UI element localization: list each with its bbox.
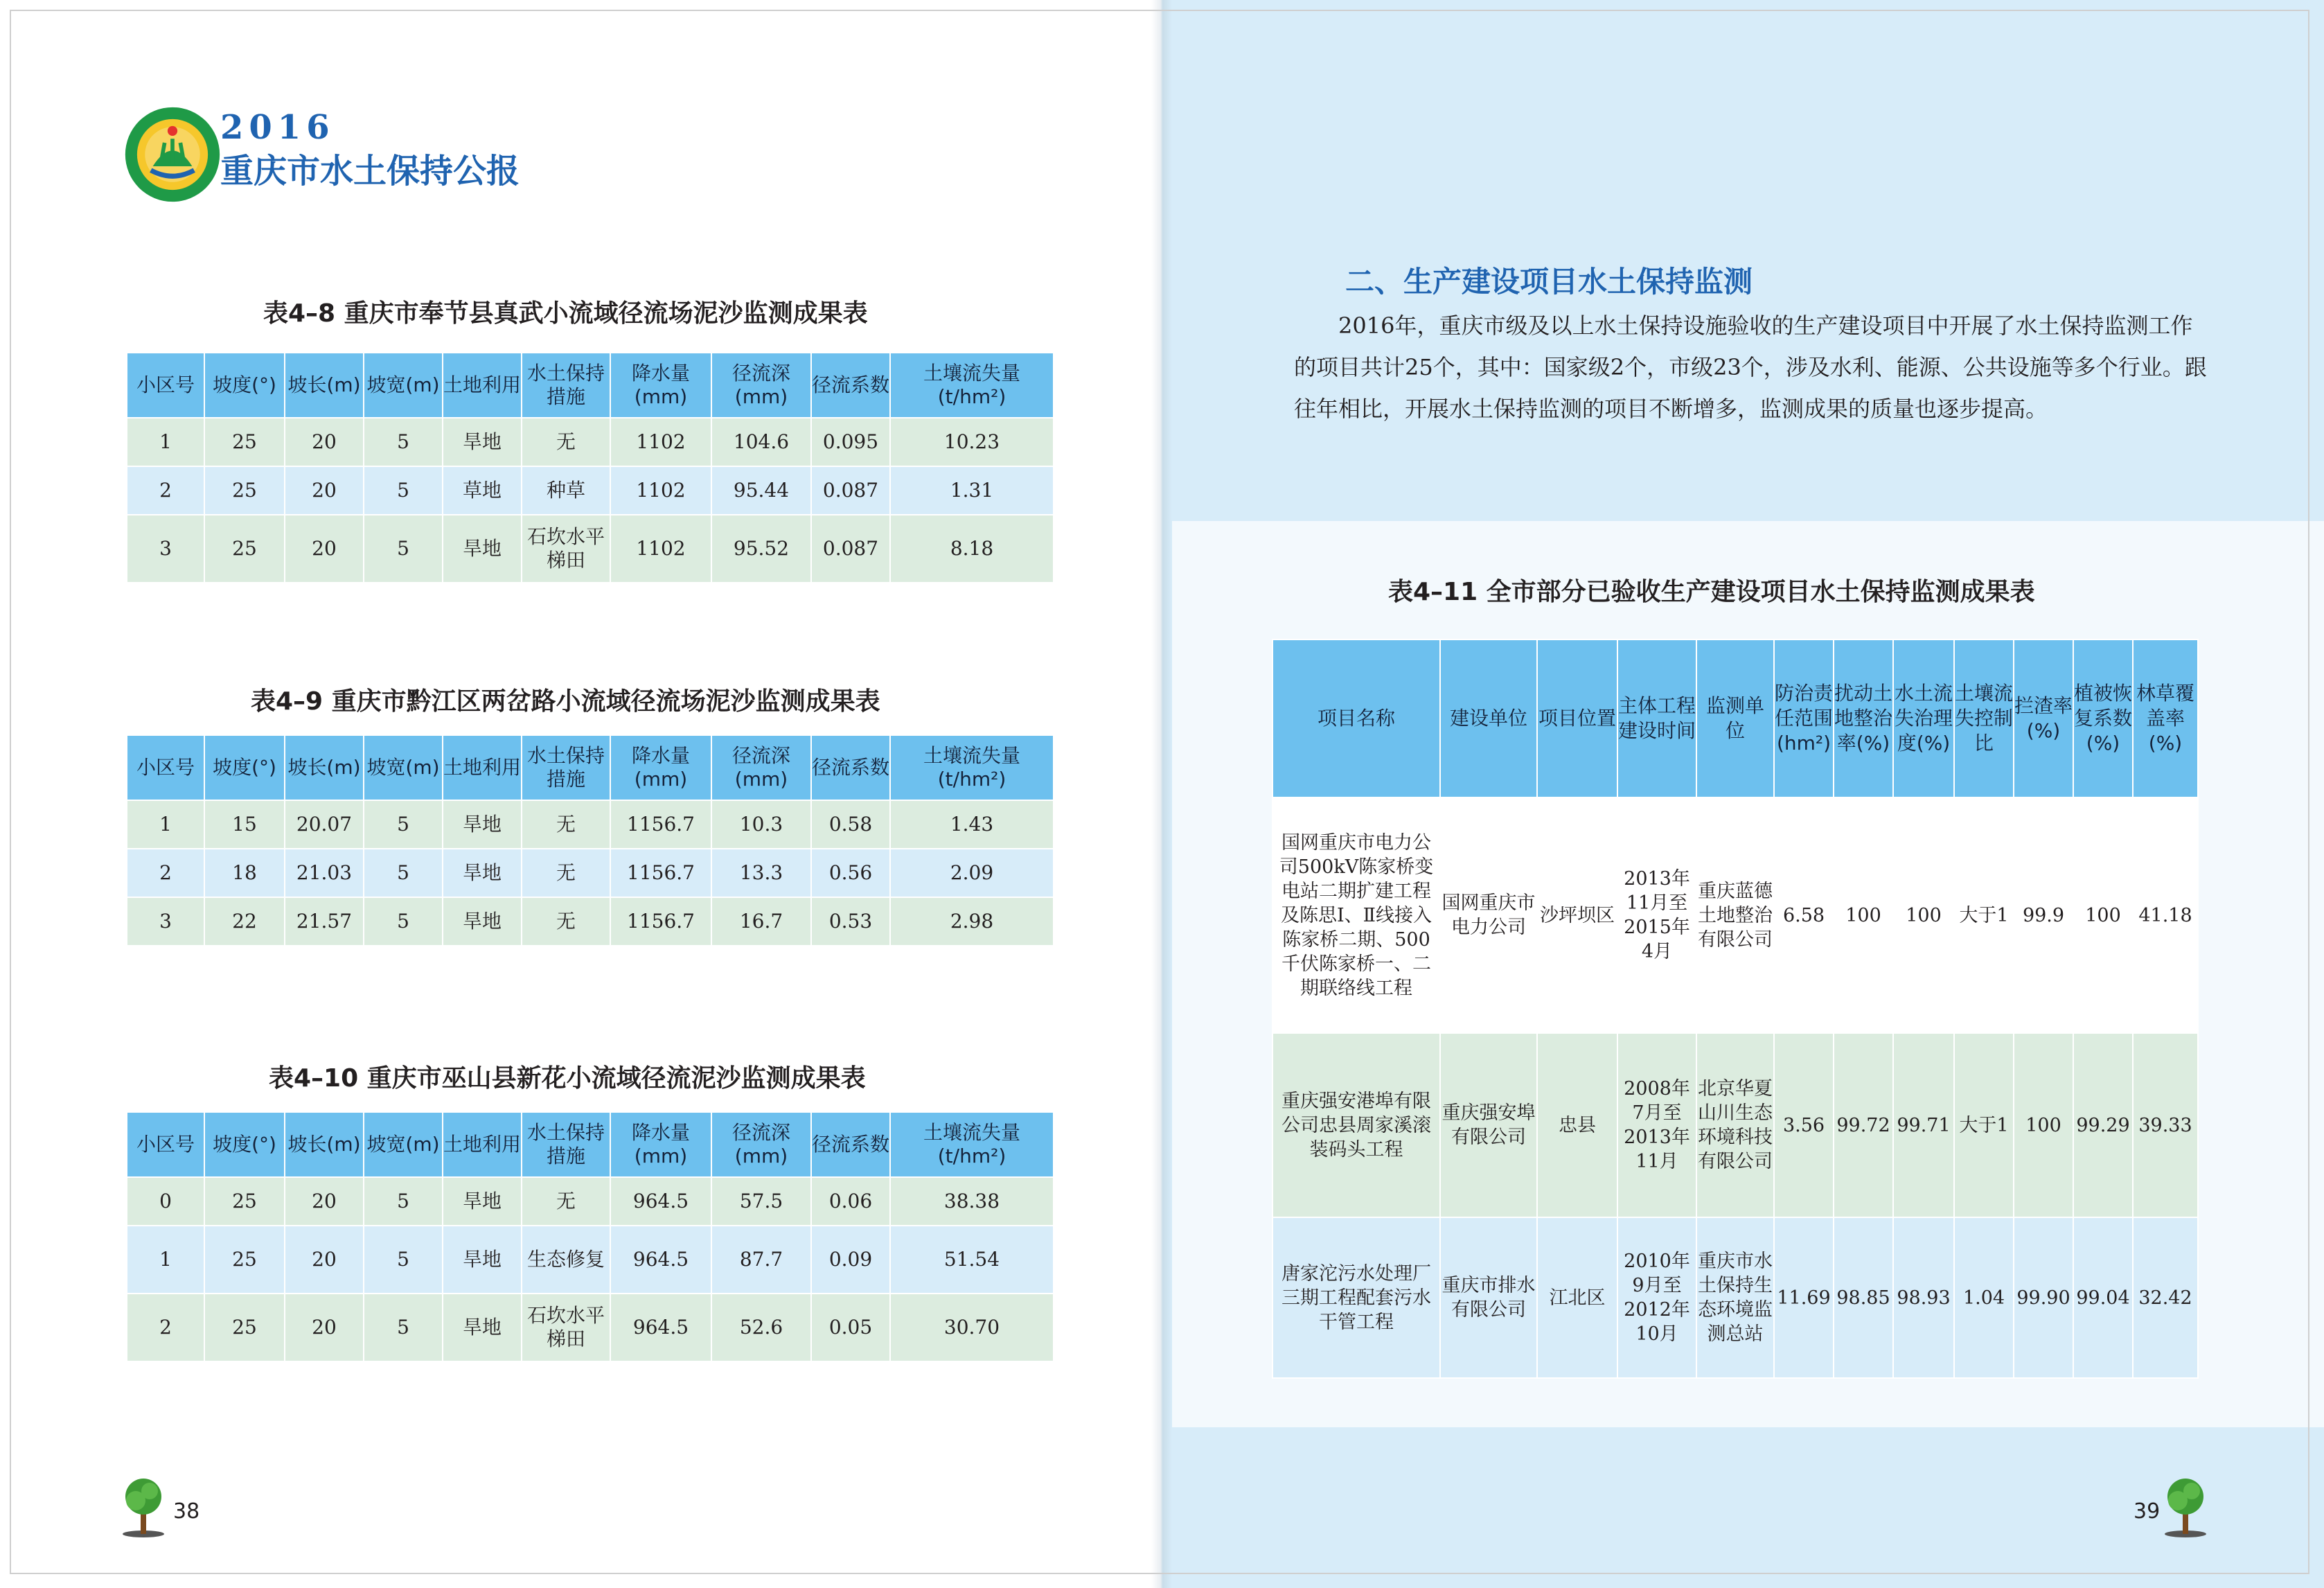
page-gutter <box>1151 0 1172 1588</box>
table-cell: 唐家沱污水处理厂三期工程配套污水干管工程 <box>1272 1217 1440 1378</box>
table-cell: 大于1 <box>1954 797 2014 1033</box>
table-cell: 沙坪坝区 <box>1537 797 1617 1033</box>
table-header-cell: 土壤流失控制比 <box>1954 639 2014 797</box>
table-cell: 20 <box>285 1294 364 1361</box>
section-paragraph: 2016年，重庆市级及以上水土保持设施验收的生产建设项目中开展了水土保持监测工作的项目共计25个，其中：国家级2个，市级23个，涉及水利、能源、公共设施等多个行业。跟往年相比，开展水土保持监测的项目不断增多，监测成果的质量也逐步提高。 <box>1294 312 2207 422</box>
table-cell: 1.43 <box>890 800 1054 849</box>
table-cell: 无 <box>522 849 610 897</box>
section-title: 二、生产建设项目水土保持监测 <box>1345 265 1753 299</box>
table-cell: 2.98 <box>890 897 1054 946</box>
table-cell: 3 <box>127 515 204 583</box>
page-number-right: 39 <box>2134 1499 2161 1524</box>
table-cell: 0.56 <box>811 849 890 897</box>
table-header-cell: 水土流失治理度(%) <box>1893 639 1954 797</box>
table-cell: 江北区 <box>1537 1217 1617 1378</box>
table-cell: 5 <box>364 1294 443 1361</box>
table-cell: 旱地 <box>443 515 522 583</box>
table-cell: 100 <box>2073 797 2133 1033</box>
bulletin-logo-icon <box>123 105 222 204</box>
table-row <box>127 1226 1054 1294</box>
table-cell: 98.93 <box>1893 1217 1954 1378</box>
table-header-cell: 小区号 <box>127 353 204 418</box>
table-cell: 21.03 <box>285 849 364 897</box>
table-cell: 100 <box>1893 797 1954 1033</box>
table-cell: 旱地 <box>443 1177 522 1226</box>
table-header-cell: 降水量(mm) <box>610 1112 711 1177</box>
table-cell: 25 <box>204 466 285 515</box>
table-header-cell: 防治责任范围(hm²) <box>1774 639 1834 797</box>
table-header-cell: 径流深(mm) <box>711 1112 811 1177</box>
table-cell: 964.5 <box>610 1226 711 1294</box>
table-header-cell: 水土保持措施 <box>522 353 610 418</box>
table-header-cell: 土地利用 <box>443 735 522 800</box>
table-cell: 1 <box>127 418 204 466</box>
table-cell: 1 <box>127 1226 204 1294</box>
table-cell: 5 <box>364 466 443 515</box>
tree-icon <box>2161 1476 2210 1538</box>
table-row <box>1272 797 2198 1033</box>
table-row <box>1272 1033 2198 1217</box>
table-cell: 旱地 <box>443 418 522 466</box>
table-cell: 0.53 <box>811 897 890 946</box>
table-row <box>127 849 1054 897</box>
table-cell: 99.72 <box>1834 1033 1893 1217</box>
table-header-cell: 土壤流失量(t/hm²) <box>890 735 1054 800</box>
table-cell: 2 <box>127 466 204 515</box>
table-cell: 0.095 <box>811 418 890 466</box>
table-cell: 13.3 <box>711 849 811 897</box>
table-row <box>127 418 1054 466</box>
table-cell: 99.9 <box>2014 797 2073 1033</box>
table-row <box>127 897 1054 946</box>
table-4-11-caption: 表4–11 全市部分已验收生产建设项目水土保持监测成果表 <box>1388 578 2035 606</box>
table-cell: 0.58 <box>811 800 890 849</box>
table-cell: 98.85 <box>1834 1217 1893 1378</box>
table-header-cell: 径流系数 <box>811 1112 890 1177</box>
table-header-cell: 坡长(m) <box>285 353 364 418</box>
table-cell: 1102 <box>610 466 711 515</box>
table-cell: 2.09 <box>890 849 1054 897</box>
table-cell: 1156.7 <box>610 849 711 897</box>
table-cell: 忠县 <box>1537 1033 1617 1217</box>
table-cell: 草地 <box>443 466 522 515</box>
table-row <box>127 1177 1054 1226</box>
table-cell: 39.33 <box>2133 1033 2198 1217</box>
table-cell: 大于1 <box>1954 1033 2014 1217</box>
table-cell: 2 <box>127 1294 204 1361</box>
table-cell: 重庆强安港埠有限公司忠县周家溪滚装码头工程 <box>1272 1033 1440 1217</box>
table-cell: 1102 <box>610 515 711 583</box>
table-header-cell: 水土保持措施 <box>522 735 610 800</box>
table-cell: 3 <box>127 897 204 946</box>
table-row <box>1272 1217 2198 1378</box>
table-cell: 旱地 <box>443 897 522 946</box>
table-cell: 北京华夏山川生态环境科技有限公司 <box>1696 1033 1774 1217</box>
table-cell: 1102 <box>610 418 711 466</box>
table-cell: 20 <box>285 466 364 515</box>
table-cell: 51.54 <box>890 1226 1054 1294</box>
table-header-cell: 坡度(°) <box>204 1112 285 1177</box>
table-cell: 无 <box>522 418 610 466</box>
table-header-cell: 坡度(°) <box>204 735 285 800</box>
table-header-cell: 径流系数 <box>811 735 890 800</box>
table-cell: 0.05 <box>811 1294 890 1361</box>
table-cell: 5 <box>364 1177 443 1226</box>
table-cell: 20 <box>285 418 364 466</box>
table-header-cell: 坡宽(m) <box>364 353 443 418</box>
table-cell: 25 <box>204 515 285 583</box>
table-header-cell: 土壤流失量(t/hm²) <box>890 353 1054 418</box>
table-4-10 <box>126 1111 1054 1362</box>
table-cell: 964.5 <box>610 1177 711 1226</box>
table-cell: 1156.7 <box>610 800 711 849</box>
table-header-cell: 项目名称 <box>1272 639 1440 797</box>
table-header-cell: 扰动土地整治率(%) <box>1834 639 1893 797</box>
table-cell: 0 <box>127 1177 204 1226</box>
table-cell: 重庆市排水有限公司 <box>1440 1217 1537 1378</box>
table-cell: 38.38 <box>890 1177 1054 1226</box>
table-cell: 11.69 <box>1774 1217 1834 1378</box>
table-header-cell: 监测单位 <box>1696 639 1774 797</box>
table-cell: 5 <box>364 849 443 897</box>
page-number-left: 38 <box>173 1499 200 1524</box>
table-cell: 964.5 <box>610 1294 711 1361</box>
table-header-cell: 坡长(m) <box>285 1112 364 1177</box>
table-cell: 99.29 <box>2073 1033 2133 1217</box>
table-header-cell: 水土保持措施 <box>522 1112 610 1177</box>
table-cell: 1.04 <box>1954 1217 2014 1378</box>
table-cell: 57.5 <box>711 1177 811 1226</box>
table-cell: 国网重庆市电力公司 <box>1440 797 1537 1033</box>
table-header-cell: 主体工程建设时间 <box>1617 639 1696 797</box>
table-header-cell: 坡度(°) <box>204 353 285 418</box>
table-cell: 25 <box>204 1294 285 1361</box>
table-cell: 石坎水平梯田 <box>522 1294 610 1361</box>
table-cell: 0.087 <box>811 515 890 583</box>
table-cell: 旱地 <box>443 1226 522 1294</box>
table-cell: 30.70 <box>890 1294 1054 1361</box>
table-header-cell: 降水量(mm) <box>610 735 711 800</box>
table-cell: 0.087 <box>811 466 890 515</box>
table-header-cell: 土地利用 <box>443 353 522 418</box>
table-cell: 重庆市水土保持生态环境监测总站 <box>1696 1217 1774 1378</box>
table-cell: 5 <box>364 515 443 583</box>
table-cell: 无 <box>522 1177 610 1226</box>
table-cell: 87.7 <box>711 1226 811 1294</box>
table-row <box>127 800 1054 849</box>
table-row <box>127 515 1054 583</box>
table-header-cell: 植被恢复系数(%) <box>2073 639 2133 797</box>
table-cell: 100 <box>2014 1033 2073 1217</box>
table-cell: 旱地 <box>443 849 522 897</box>
table-cell: 99.04 <box>2073 1217 2133 1378</box>
table-cell: 25 <box>204 1177 285 1226</box>
table-cell: 99.90 <box>2014 1217 2073 1378</box>
table-cell: 1.31 <box>890 466 1054 515</box>
table-cell: 20 <box>285 515 364 583</box>
table-cell: 10.3 <box>711 800 811 849</box>
table-4-11 <box>1272 639 2199 1379</box>
table-cell: 5 <box>364 800 443 849</box>
table-header-cell: 降水量(mm) <box>610 353 711 418</box>
table-cell: 0.06 <box>811 1177 890 1226</box>
table-cell: 5 <box>364 418 443 466</box>
table-cell: 25 <box>204 1226 285 1294</box>
table-header-cell: 建设单位 <box>1440 639 1537 797</box>
table-header-cell: 拦渣率(%) <box>2014 639 2073 797</box>
table-cell: 重庆强安埠有限公司 <box>1440 1033 1537 1217</box>
table-cell: 104.6 <box>711 418 811 466</box>
table-cell: 32.42 <box>2133 1217 2198 1378</box>
header-title: 重庆市水土保持公报 <box>220 152 520 191</box>
table-cell: 国网重庆市电力公司500kV陈家桥变电站二期扩建工程及陈思Ⅰ、Ⅱ线接入陈家桥二期、500千伏陈家桥一、二期联络线工程 <box>1272 797 1440 1033</box>
table-cell: 20.07 <box>285 800 364 849</box>
table-header-cell: 项目位置 <box>1537 639 1617 797</box>
table-header-cell: 坡宽(m) <box>364 735 443 800</box>
table-cell: 2010年9月至2012年10月 <box>1617 1217 1696 1378</box>
tree-icon <box>119 1476 168 1538</box>
table-4-9 <box>126 734 1054 946</box>
table-cell: 20 <box>285 1177 364 1226</box>
table-cell: 99.71 <box>1893 1033 1954 1217</box>
table-cell: 2 <box>127 849 204 897</box>
table-header-cell: 土地利用 <box>443 1112 522 1177</box>
table-header-cell: 径流系数 <box>811 353 890 418</box>
table-cell: 18 <box>204 849 285 897</box>
header-year: 2016 <box>220 108 335 147</box>
table-4-8-caption: 表4–8 重庆市奉节县真武小流域径流场泥沙监测成果表 <box>263 299 868 328</box>
table-header-cell: 小区号 <box>127 735 204 800</box>
table-cell: 5 <box>364 897 443 946</box>
table-row <box>127 466 1054 515</box>
table-cell: 石坎水平梯田 <box>522 515 610 583</box>
table-cell: 8.18 <box>890 515 1054 583</box>
table-cell: 6.58 <box>1774 797 1834 1033</box>
table-row <box>127 1294 1054 1361</box>
table-cell: 1156.7 <box>610 897 711 946</box>
table-header-cell: 林草覆盖率(%) <box>2133 639 2198 797</box>
table-cell: 22 <box>204 897 285 946</box>
table-header-cell: 坡宽(m) <box>364 1112 443 1177</box>
table-cell: 25 <box>204 418 285 466</box>
table-header-cell: 坡长(m) <box>285 735 364 800</box>
table-header-cell: 小区号 <box>127 1112 204 1177</box>
table-cell: 21.57 <box>285 897 364 946</box>
table-cell: 旱地 <box>443 1294 522 1361</box>
table-cell: 种草 <box>522 466 610 515</box>
table-4-9-caption: 表4–9 重庆市黔江区两岔路小流域径流场泥沙监测成果表 <box>251 687 880 716</box>
table-cell: 无 <box>522 897 610 946</box>
table-cell: 重庆蓝德土地整治有限公司 <box>1696 797 1774 1033</box>
table-cell: 100 <box>1834 797 1893 1033</box>
table-cell: 20 <box>285 1226 364 1294</box>
table-cell: 2008年7月至2013年11月 <box>1617 1033 1696 1217</box>
table-cell: 无 <box>522 800 610 849</box>
table-cell: 16.7 <box>711 897 811 946</box>
table-cell: 旱地 <box>443 800 522 849</box>
table-cell: 0.09 <box>811 1226 890 1294</box>
table-cell: 95.52 <box>711 515 811 583</box>
table-4-10-caption: 表4–10 重庆市巫山县新花小流域径流泥沙监测成果表 <box>269 1064 866 1093</box>
table-4-8 <box>126 352 1054 583</box>
table-cell: 2013年11月至2015年4月 <box>1617 797 1696 1033</box>
table-cell: 52.6 <box>711 1294 811 1361</box>
table-header-cell: 径流深(mm) <box>711 735 811 800</box>
table-cell: 15 <box>204 800 285 849</box>
table-cell: 5 <box>364 1226 443 1294</box>
table-header-cell: 径流深(mm) <box>711 353 811 418</box>
table-cell: 1 <box>127 800 204 849</box>
table-cell: 生态修复 <box>522 1226 610 1294</box>
table-cell: 95.44 <box>711 466 811 515</box>
table-cell: 3.56 <box>1774 1033 1834 1217</box>
table-cell: 10.23 <box>890 418 1054 466</box>
table-cell: 41.18 <box>2133 797 2198 1033</box>
table-header-cell: 土壤流失量(t/hm²) <box>890 1112 1054 1177</box>
